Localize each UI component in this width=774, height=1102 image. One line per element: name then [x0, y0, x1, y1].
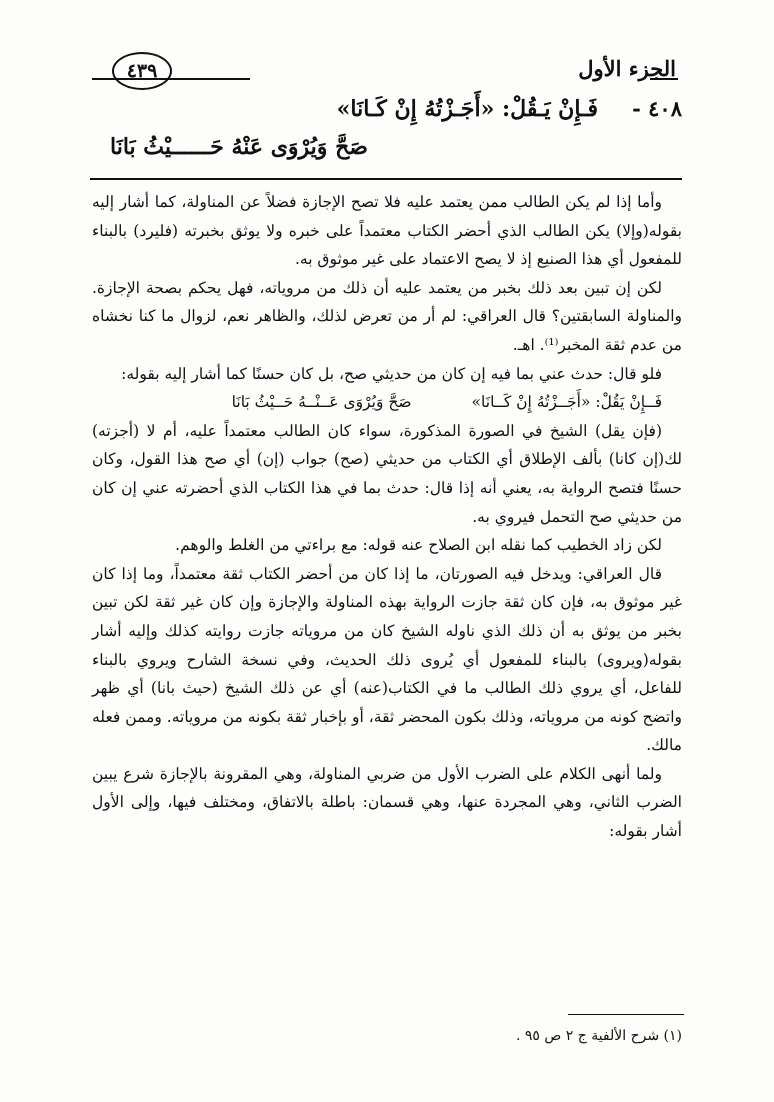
footnote-separator [568, 1014, 684, 1015]
verse-number: ٤٠٨ - [632, 96, 682, 121]
paragraph: لكن زاد الخطيب كما نقله ابن الصلاح عنه قوله: مع براءتي من الغلط والوهم. [175, 536, 662, 555]
inline-verse-first-hemistich: فَــإِنْ يَقُلْ: «أَجَــزْتُهُ إِنْ كَــانَا» [471, 393, 662, 412]
paragraph: (فإن يقل) الشيخ في الصورة المذكورة، سواء كان الطالب معتمداً عليه، أم لا (أجزته) لك(إن كانا) بألف الإطلاق أي الكتاب من حديثي (صح) جواب (إن) أي صح هذا القول، وكان حسنًا فتصح الرواية به، يعني أنه إذا قال: حدث بما في هذا الكتاب الذي أحضرته عني إن كان من حديثي صح التحمل فيروي به. [92, 421, 682, 526]
paragraph: قال العراقي: ويدخل فيه الصورتان، ما إذا كان من أحضر الكتاب ثقة معتمداً، وما إذا كان غير موثوق به، فإن كان ثقة جازت الرواية بهذه المناولة والإجازة وإن كان غير ثقة لكن تبين بخبر من يوثق به أن ذلك الذي ناوله الشيخ كان من مروياته جازت روايته كذلك وإليه أشار بقوله(ويروى) بالبناء للمفعول أي يُروى ذلك الحديث، وفي نسخة الشارح ويروي بالبناء للفاعل، أي يروي ذلك الطالب ما في الكتاب(عنه) أي عن ذلك الشيخ (حيث بانا) أي ظهر واتضح كونه من مروياته، وذلك بكون المحضر ثقة، أو بإخبار ثقة بكونه من مروياته. وممن فعله مالك. [92, 564, 682, 755]
commentary-text [92, 188, 682, 846]
footnote: (١) شرح الألفية ج ٢ ص ٩٥ . [515, 1028, 682, 1044]
running-header-title: الجزء الأول [578, 56, 676, 81]
verse-line-1: فَـإِنْ يَـقُلْ: «أَجَـزْتُهُ إِنْ كَـانَا» [336, 96, 598, 122]
verse-line-2: صَحَّ وَيُرْوَى عَنْهُ حَــــــيْثُ بَانَا [110, 134, 368, 160]
inline-verse-second-hemistich: صَحَّ وَيُرْوَى عَــنْــهُ حَــيْثُ بَانَا [231, 393, 412, 412]
paragraph: لكن إن تبين بعد ذلك بخبر من يعتمد عليه أن ذلك من مروياته، فهل يحكم بصحة الإجازة. والمناولة السابقتين؟ قال العراقي: لم أر من تعرض لذلك، والظاهر نعم، لزوال ما كنا نخشاه من عدم ثقة المخبر⁽¹⁾. اهـ. [92, 278, 682, 354]
page-number: ٤٣٩ [112, 52, 172, 90]
verse-separator-rule [90, 178, 682, 180]
paragraph: ولما أنهى الكلام على الضرب الأول من ضربي المناولة، وهي المقرونة بالإجازة شرع يبين الضرب الثاني، وهي المجردة عنها، وهي قسمان: باطلة بالاتفاق، ومختلف فيها، وإلى الأول أشار بقوله: [92, 764, 682, 841]
inline-verse [92, 388, 682, 417]
paragraph: فلو قال: حدث عني بما فيه إن كان من حديثي صح، بل كان حسنًا كما أشار إليه بقوله: [121, 364, 662, 383]
header-rule-left [168, 78, 250, 80]
paragraph: وأما إذا لم يكن الطالب ممن يعتمد عليه فلا تصح الإجازة فضلاً عن المناولة، كما أشار إليه بقوله(وإلا) يكن الطالب الذي أحضر الكتاب معتمداً على خبره ولا يوثق بخبرته (فليرد) بالبناء للمفعول أي هذا الصنيع إذ لا يصح الاعتماد على غير موثوق به. [92, 193, 682, 269]
